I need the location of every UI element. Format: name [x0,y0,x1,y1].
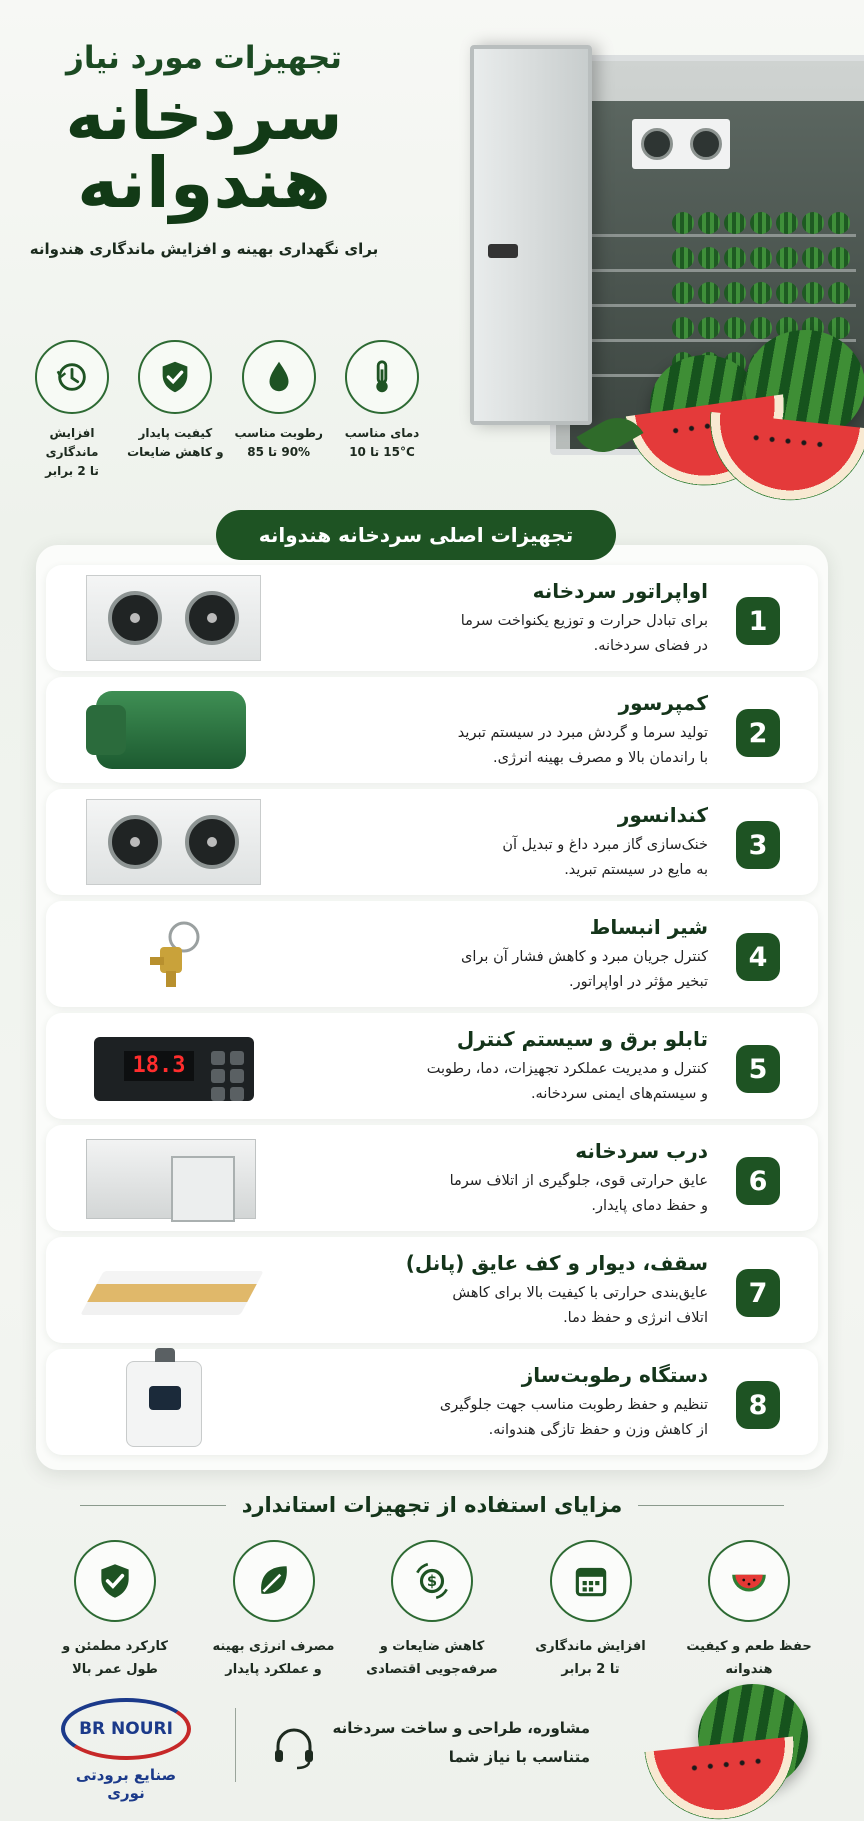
headset-icon [270,1724,318,1772]
feature-list [22,340,432,482]
equipment-number: 4 [736,933,780,981]
condenser-image [76,799,286,885]
feature-value: تا 2 برابر [45,464,99,479]
expansion-valve-image [76,911,286,997]
benefit-item [199,1540,349,1682]
equipment-row [46,789,818,895]
equipment-desc: به مایع در سیستم تبرید. [564,862,708,879]
feature-label: دمای مناسب [344,426,420,440]
benefit-label: صرفه‌جویی اقتصادی [366,1661,498,1677]
company-logo [56,1698,196,1802]
clock-arrows-icon [35,340,109,414]
equipment-row [46,677,818,783]
equipment-desc: با راندمان بالا و مصرف بهینه انرژی. [493,750,708,767]
benefits-list [40,1540,824,1682]
benefit-label: طول عمر بالا [72,1661,158,1677]
benefit-item [40,1540,190,1682]
equipment-number: 6 [736,1157,780,1205]
equipment-desc: تنظیم و حفظ رطوبت مناسب جهت جلوگیری [439,1397,708,1413]
equipment-number: 1 [736,597,780,645]
feature-value: 15°C تا 10 [349,445,415,460]
equipment-desc: و حفظ دمای پایدار. [591,1198,708,1215]
equipment-row [46,1349,818,1455]
feature-item [22,340,122,482]
svg-text:$: $ [426,1573,438,1591]
equipment-title: تابلو برق و سیستم کنترل [456,1027,708,1051]
equipment-number: 7 [736,1269,780,1317]
equipment-row [46,1237,818,1343]
equipment-title: درب سردخانه [575,1139,708,1163]
equipment-number: 5 [736,1045,780,1093]
controller-display: 18.3 [124,1051,194,1081]
evaporator-image [76,575,286,661]
equipment-desc: از کاهش وزن و حفظ تازگی هندوانه. [488,1422,708,1439]
thermometer-icon [345,340,419,414]
feature-item [125,340,225,482]
equipment-desc: و سیستم‌های ایمنی سردخانه. [530,1086,708,1103]
feature-item [229,340,329,482]
equipment-desc: عایق‌بندی حرارتی با کیفیت بالا برای کاهش [452,1285,708,1301]
benefit-item [357,1540,507,1682]
contact-text [330,1714,590,1771]
watermelon-slice-image [702,412,864,508]
feature-label: کیفیت پایدار [138,426,213,440]
feature-label: رطوبت مناسب [234,426,323,440]
equipment-title: کمپرسور [618,691,708,715]
hero-heading [14,40,394,258]
hero-subtitle: تجهیزات مورد نیاز [66,40,342,76]
equipment-desc: برای تبادل حرارت و توزیع یکنواخت سرما [460,613,708,629]
equipment-title: شیر انبساط [589,915,708,939]
equipment-desc: تولید سرما و گردش مبرد در سیستم تبرید [457,725,708,741]
equipment-desc: در فضای سردخانه. [593,638,708,655]
footer-divider [235,1708,236,1782]
benefit-label: تا 2 برابر [561,1661,620,1677]
watermelon-image [668,1684,808,1821]
equipment-section-title: تجهیزات اصلی سردخانه هندوانه [216,510,616,560]
humidifier-image [76,1359,286,1445]
hero-section [0,0,864,500]
watermelon-slice-icon [708,1540,790,1622]
cold-room-door-unit-image [76,1135,286,1221]
cold-room-door-image [470,45,592,425]
equipment-title: اواپراتور سردخانه [532,579,708,603]
benefit-label: حفظ طعم و کیفیت [686,1639,812,1654]
contact-line: متناسب با نیاز شما [448,1747,590,1766]
benefit-item [674,1540,824,1682]
equipment-desc: کنترل و مدیریت عملکرد تجهیزات، دما، رطوبت [426,1061,708,1077]
benefit-label: مصرف انرژی بهینه [212,1639,335,1654]
feature-label: افزایش ماندگاری [45,426,99,460]
benefit-label: و عملکرد پایدار [225,1661,322,1677]
benefit-label: هندوانه [725,1661,773,1677]
cold-room-photo [470,40,864,500]
benefit-label: کارکرد مطمئن و [62,1639,168,1654]
divider [80,1505,226,1506]
equipment-number: 2 [736,709,780,757]
company-name: صنایع برودتی نوری [75,1766,177,1802]
equipment-number: 8 [736,1381,780,1429]
shield-check-icon [74,1540,156,1622]
benefit-label: کاهش ضایعات و [379,1639,485,1654]
equipment-desc: عایق حرارتی قوی، جلوگیری از اتلاف سرما [449,1173,708,1189]
equipment-title: دستگاه رطوبت‌ساز [521,1363,708,1387]
benefit-label: افزایش ماندگاری [535,1639,646,1654]
insulated-panel-image [76,1247,286,1333]
feature-value: و کاهش ضایعات [127,445,224,460]
equipment-row [46,565,818,671]
control-panel-image [76,1023,286,1109]
coin-arrows-icon [391,1540,473,1622]
equipment-desc: خنک‌سازی گاز مبرد داغ و تبدیل آن [502,837,708,853]
calendar-icon [550,1540,632,1622]
logo-text: BR NOURI [79,1719,173,1739]
equipment-row [46,1125,818,1231]
compressor-image [76,687,286,773]
equipment-row [46,901,818,1007]
water-drop-icon [242,340,316,414]
equipment-desc: اتلاف انرژی و حفظ دما. [563,1310,708,1327]
equipment-number: 3 [736,821,780,869]
hero-title-line1: سردخانه [65,78,343,155]
equipment-desc: تبخیر مؤثر در اواپراتور. [569,974,708,991]
feature-item [332,340,432,482]
leaf-icon [233,1540,315,1622]
benefit-item [516,1540,666,1682]
equipment-title: سقف، دیوار و کف عایق (پانل) [405,1251,708,1275]
hero-tagline: برای نگهداری بهینه و افزایش ماندگاری هندوانه [29,240,379,258]
shield-check-icon [138,340,212,414]
equipment-row [46,1013,818,1119]
room-evaporator-image [632,119,730,169]
divider [638,1505,784,1506]
hero-title-line2: هندوانه [77,142,331,224]
equipment-title: کندانسور [617,803,708,827]
benefits-title: مزایای استفاده از تجهیزات استاندارد [241,1493,623,1517]
footer [0,1690,864,1821]
feature-value: 90% تا 85 [247,445,311,460]
equipment-desc: کنترل جریان مبرد و کاهش فشار آن برای [461,949,708,965]
contact-line: مشاوره، طراحی و ساخت سردخانه [332,1719,590,1737]
benefits-heading [80,1490,784,1520]
